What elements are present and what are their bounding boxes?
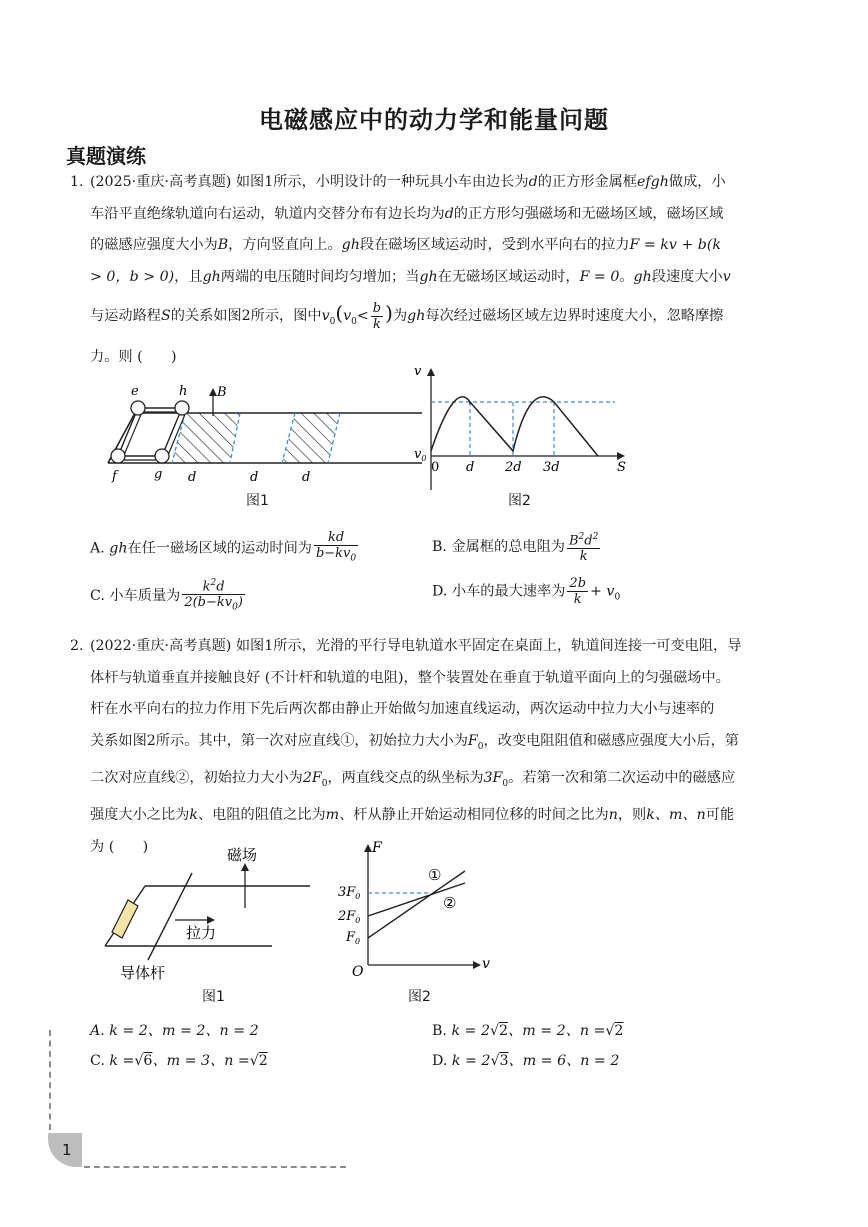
math: 2F (302, 769, 322, 786)
math: d (528, 174, 538, 190)
subscript: 0 (477, 741, 484, 752)
subscript: 0 (351, 316, 357, 327)
text: ，改变电阻阻值和磁感应强度大小后，第 (483, 732, 739, 749)
fraction (567, 576, 588, 607)
math: B (217, 237, 229, 253)
question-number: 2. (70, 638, 84, 654)
text: 的正方形金属框 (537, 174, 638, 190)
math: gh (341, 237, 360, 253)
text: 两端的电压随时间均匀增加；当 (220, 268, 420, 285)
text: 、杆从静止开始运动相同位移的时间之比为 (339, 807, 609, 824)
radicand: 2 (258, 1053, 268, 1069)
axis-label-v0 (414, 447, 426, 463)
q2-line (90, 726, 802, 763)
origin-O: O (352, 964, 364, 978)
q2-figure-2 (330, 838, 500, 978)
option-label: B. (432, 539, 447, 556)
arrow-head (209, 388, 217, 396)
arrow-head (364, 844, 372, 852)
label-f: f (112, 469, 117, 484)
q2-figure-1 (100, 838, 320, 988)
math: k = 2 (451, 1023, 490, 1039)
math: 、m = 3、n = (152, 1053, 250, 1069)
option-label: C. (90, 1053, 105, 1069)
text: 关系如图2所示。其中，第一次对应直线①，初始拉力大小为 (90, 732, 468, 749)
q1-figure-1 (100, 378, 430, 488)
subscript: 0 (355, 916, 361, 925)
math: v (722, 268, 731, 285)
q1-line (90, 230, 802, 262)
q1-line (90, 262, 802, 294)
denominator: k (373, 316, 381, 332)
page-border-dashed (49, 1030, 51, 1130)
q1-option-c[interactable] (90, 576, 247, 616)
radicand: 2 (614, 1023, 624, 1039)
q2-option-c[interactable]: C. k =√6、m = 3、n =√2 (90, 1053, 268, 1069)
math: 、m = 6、n = 2 (508, 1053, 620, 1069)
v-s-curve (431, 397, 598, 456)
fraction (182, 576, 245, 616)
math: m (325, 807, 340, 824)
label-d: d (188, 470, 197, 485)
denominator: k (573, 592, 582, 607)
arrow-head (241, 863, 249, 871)
subscript: 0 (355, 892, 361, 901)
q1-line (90, 167, 802, 199)
text: ，方向竖直向上。 (228, 237, 342, 253)
text: 金属框的总电阻为 (451, 539, 565, 556)
q1-figure-2 (410, 365, 635, 495)
tick-d: d (466, 460, 475, 475)
text: 的正方形匀强磁场和无磁场区域，磁场区域 (453, 205, 724, 222)
fraction (567, 530, 600, 564)
math: k、m、n (646, 807, 706, 824)
wheel (131, 401, 145, 415)
text: 二次对应直线②，初始拉力大小为 (90, 769, 303, 786)
metal-frame (118, 408, 182, 456)
label-field: 磁场 (227, 846, 258, 864)
text: 在任一磁场区域的运动时间为 (127, 540, 312, 557)
line-label-2: ② (443, 894, 457, 912)
math: v (343, 308, 352, 324)
math: n (608, 807, 618, 824)
math: k = 2 (451, 1053, 491, 1069)
fraction (371, 301, 383, 332)
option-label: B. (432, 1023, 447, 1039)
numerator: 2b (569, 576, 587, 591)
text: 可能 (705, 807, 735, 824)
variable-resistor (112, 900, 138, 938)
q2-line: 为 ( ) (90, 838, 149, 855)
question-1 (70, 167, 802, 373)
q2-line: 杆在水平向右的拉力作用下先后两次都由静止开始做匀加速直线运动，两次运动中拉力大小与速率的 (90, 701, 715, 717)
tick-2F0 (337, 909, 360, 925)
v0: v (414, 447, 422, 462)
tick-3F0 (338, 885, 360, 901)
option-label: C. (90, 587, 105, 604)
option-label: A. (90, 540, 105, 557)
numerator: $B^2d^2$ (568, 532, 599, 549)
math: < (356, 308, 369, 324)
math: efgh (637, 174, 669, 190)
q2-option-a[interactable] (90, 1020, 259, 1040)
math: F = 0 (579, 268, 620, 285)
math: + v (590, 583, 615, 600)
tick-F0 (345, 930, 360, 946)
numerator-text: d (216, 579, 225, 595)
subscript: 0 (350, 553, 357, 564)
line-label-1: ① (428, 866, 442, 884)
math: gh (633, 268, 652, 285)
text: 段在磁场区域运动时，受到水平向右的拉力 (359, 237, 630, 253)
label-B: B (217, 385, 227, 400)
question-number: 1. (70, 174, 84, 190)
math: d (444, 205, 454, 222)
option-text: A. k = 2、m = 2、n = 2 (90, 1023, 259, 1039)
numerator: kd (314, 530, 358, 546)
text: ，且 (174, 268, 203, 285)
option-label: D. (432, 583, 448, 600)
math: v (321, 308, 330, 324)
q2-line (90, 800, 802, 832)
math: S (160, 308, 171, 324)
arrow-head (207, 916, 215, 924)
text: 的磁感应强度大小为 (90, 237, 218, 253)
label-d: d (250, 470, 259, 485)
text: 与运动路程 (90, 308, 161, 324)
label-g: g (154, 467, 163, 482)
option-label: D. (432, 1053, 448, 1069)
text: 强度大小之比为 (90, 807, 190, 824)
text: 段速度大小 (651, 268, 723, 285)
subscript: 0 (502, 778, 509, 789)
text: 在无磁场区域运动时， (437, 268, 580, 285)
arrow-head (617, 452, 625, 460)
radicand: 2 (499, 1023, 509, 1039)
wheel (175, 401, 189, 415)
label-e: e (131, 384, 139, 399)
q1-line (90, 199, 802, 231)
subscript: 0 (355, 937, 361, 946)
label-rod: 导体杆 (120, 964, 166, 982)
radicand: 3 (499, 1053, 509, 1069)
label-h: h (179, 384, 188, 399)
denominator: k (579, 549, 588, 565)
radicand: 6 (143, 1053, 153, 1069)
axis-label-v: v (482, 956, 490, 972)
question-2 (70, 631, 802, 863)
q2-line: (2022·重庆·高考真题) 如图1所示，光滑的平行导电轨道水平固定在桌面上，轨道间连接一可变电阻，导 (90, 638, 742, 654)
q1-option-d[interactable] (432, 576, 620, 607)
text: ，两直线交点的纵坐标为 (327, 769, 484, 786)
axis-label-v: v (414, 365, 422, 379)
text: 每次经过磁场区域左边界时速度大小，忽略摩擦 (425, 308, 724, 324)
text: 做成，小 (668, 174, 726, 190)
tick-0: 0 (431, 460, 440, 475)
text: (2025·重庆·高考真题) 如图1所示，小明设计的一种玩具小车由边长为 (90, 174, 529, 190)
text: 的关系如图2所示，图中 (170, 308, 322, 324)
math: gh (407, 308, 426, 324)
math: k = (109, 1053, 135, 1069)
tick-2d: 2d (505, 460, 522, 475)
text: 。若第一次和第二次运动中的磁感应 (508, 769, 736, 786)
q1-option-b[interactable] (432, 530, 602, 564)
text: 、电阻的阻值之比为 (197, 807, 326, 824)
subscript: 0 (421, 454, 427, 463)
subscript: 0 (321, 778, 328, 789)
label-pull: 拉力 (186, 924, 217, 942)
arrow-head (473, 961, 481, 969)
q1-line (90, 293, 802, 342)
denominator-text: b−kv (315, 546, 351, 561)
label-d: d (302, 470, 311, 485)
numerator: b (372, 300, 382, 316)
text: 。 (619, 268, 634, 285)
fraction (314, 530, 358, 567)
math: > 0，b > 0) (90, 268, 175, 285)
math: F = kv + b(k (629, 237, 721, 253)
math: gh (202, 268, 221, 285)
math: gh (419, 268, 438, 285)
wheel (111, 449, 125, 463)
math: 3F (483, 769, 503, 786)
fig-caption: 图2 (508, 493, 531, 509)
tick-text: 2F (338, 909, 356, 924)
paren: ) (385, 301, 393, 325)
numerator-text: k (202, 579, 211, 595)
page-number: 1 (48, 1133, 82, 1167)
text: 小车质量为 (109, 587, 181, 604)
q2-option-b[interactable]: B. k = 2√2、m = 2、n =√2 (432, 1023, 624, 1039)
numerator-text: d (584, 533, 593, 549)
q2-line: 体杆与轨道垂直并接触良好 (不计杆和轨道的电阻)，整个装置处在垂直于轨道平面向上的匀强磁场中。 (90, 669, 730, 686)
math: gh (109, 540, 128, 557)
axis-label-S: S (617, 460, 626, 475)
wheel (155, 449, 169, 463)
math: F (467, 732, 478, 749)
arrow-head (427, 368, 435, 376)
subscript: 0 (329, 316, 336, 327)
tick-3d: 3d (543, 460, 560, 475)
text: 力。则 ( ) (90, 348, 177, 365)
q2-option-d[interactable]: D. k = 2√3、m = 6、n = 2 (432, 1053, 620, 1069)
subscript: 0 (614, 592, 621, 603)
paren: ( (335, 301, 344, 325)
math: k (189, 807, 198, 824)
subscript: 0 (232, 602, 238, 613)
fig-caption: 图1 (202, 989, 225, 1005)
page-title: 电磁感应中的动力学和能量问题 (259, 106, 609, 134)
text: 为 (392, 308, 408, 324)
axis-label-F: F (372, 840, 382, 856)
tick-text: F (346, 930, 356, 945)
denominator: $2(b-kv_0)$ (184, 595, 243, 613)
math: 、m = 2、n = (508, 1023, 606, 1039)
q2-line (90, 763, 802, 800)
text: ，则 (617, 807, 647, 824)
text: 车沿平直绝缘轨道向右运动，轨道内交替分布有边长均为 (90, 205, 445, 222)
page-border-dashed (84, 1166, 346, 1168)
numerator: $k^2d$ (182, 576, 245, 595)
magnetic-region (282, 413, 340, 463)
q1-option-a[interactable] (90, 530, 360, 567)
numerator-text: B (568, 533, 579, 549)
text: 小车的最大速率为 (451, 583, 566, 600)
tick-text: 3F (338, 885, 356, 900)
section-heading: 真题演练 (66, 144, 146, 168)
denominator-text: 2(b−kv (184, 595, 233, 611)
fig-caption: 图2 (408, 989, 431, 1005)
fig-caption: 图1 (246, 493, 269, 509)
denominator (314, 546, 358, 567)
